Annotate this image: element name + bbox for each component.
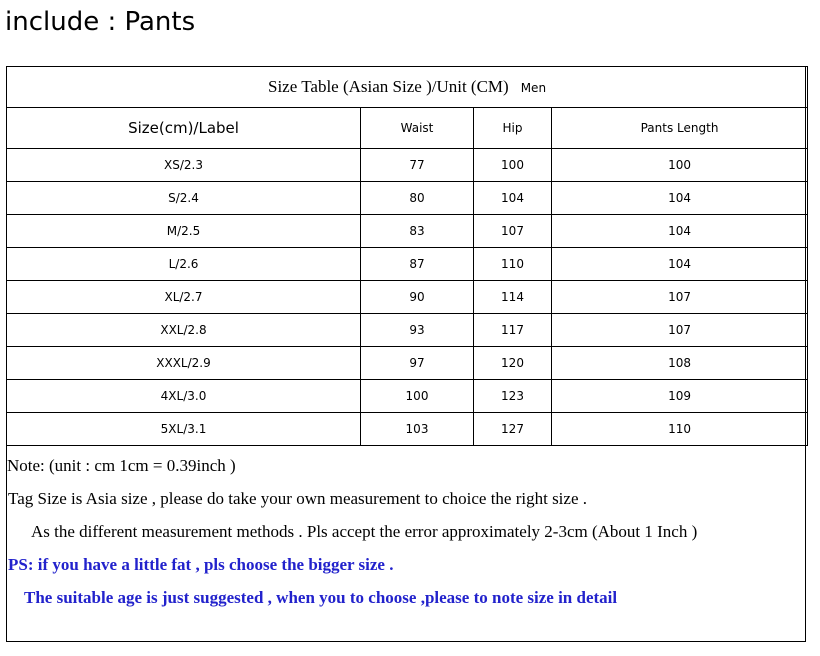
cell-pants-length: 100 [552, 149, 808, 182]
table-title: Size Table (Asian Size )/Unit (CM) [268, 77, 509, 96]
table-header-row [7, 108, 808, 149]
cell-size: XXL/2.8 [7, 314, 361, 347]
cell-size: XL/2.7 [7, 281, 361, 314]
cell-hip: 120 [474, 347, 552, 380]
cell-size: L/2.6 [7, 248, 361, 281]
header-waist: Waist [361, 108, 474, 149]
header-pants-length: Pants Length [552, 108, 808, 149]
cell-pants-length: 107 [552, 281, 808, 314]
cell-pants-length: 110 [552, 413, 808, 446]
cell-size: M/2.5 [7, 215, 361, 248]
header-size-label: Size(cm)/Label [7, 108, 361, 149]
cell-size: 5XL/3.1 [7, 413, 361, 446]
cell-hip: 100 [474, 149, 552, 182]
note-size-tip: PS: if you have a little fat , pls choose the bigger size . [8, 555, 394, 574]
cell-pants-length: 107 [552, 314, 808, 347]
cell-pants-length: 108 [552, 347, 808, 380]
header-hip: Hip [474, 108, 552, 149]
cell-waist: 97 [361, 347, 474, 380]
size-chart-sheet [6, 66, 806, 642]
cell-hip: 123 [474, 380, 552, 413]
table-row [7, 380, 808, 413]
cell-hip: 117 [474, 314, 552, 347]
cell-waist: 80 [361, 182, 474, 215]
cell-pants-length: 104 [552, 248, 808, 281]
cell-waist: 83 [361, 215, 474, 248]
note-tag-size: Tag Size is Asia size , please do take your own measurement to choice the right size . [8, 489, 587, 508]
cell-waist: 100 [361, 380, 474, 413]
cell-waist: 90 [361, 281, 474, 314]
cell-hip: 127 [474, 413, 552, 446]
cell-pants-length: 109 [552, 380, 808, 413]
table-row [7, 413, 808, 446]
cell-waist: 87 [361, 248, 474, 281]
cell-hip: 107 [474, 215, 552, 248]
size-table [6, 66, 808, 446]
page-heading: include : Pants [5, 7, 196, 37]
cell-hip: 110 [474, 248, 552, 281]
note-unit: Note: (unit : cm 1cm = 0.39inch ) [7, 456, 236, 475]
cell-waist: 103 [361, 413, 474, 446]
table-row [7, 248, 808, 281]
table-row [7, 314, 808, 347]
table-row [7, 215, 808, 248]
cell-hip: 114 [474, 281, 552, 314]
table-row [7, 149, 808, 182]
table-row [7, 182, 808, 215]
table-row [7, 347, 808, 380]
table-title-cell [7, 67, 808, 108]
cell-pants-length: 104 [552, 182, 808, 215]
note-age-tip: The suitable age is just suggested , when you to choose ,please to note size in detail [24, 588, 618, 607]
note-measurement-error: As the different measurement methods . Pls accept the error approximately 2-3cm (About 1 Inch ) [31, 522, 698, 541]
cell-size: XS/2.3 [7, 149, 361, 182]
cell-size: S/2.4 [7, 182, 361, 215]
cell-hip: 104 [474, 182, 552, 215]
cell-size: XXXL/2.9 [7, 347, 361, 380]
table-row [7, 281, 808, 314]
cell-waist: 93 [361, 314, 474, 347]
gender-tag: Men [520, 81, 547, 95]
cell-size: 4XL/3.0 [7, 380, 361, 413]
cell-waist: 77 [361, 149, 474, 182]
cell-pants-length: 104 [552, 215, 808, 248]
table-title-row [7, 67, 808, 108]
